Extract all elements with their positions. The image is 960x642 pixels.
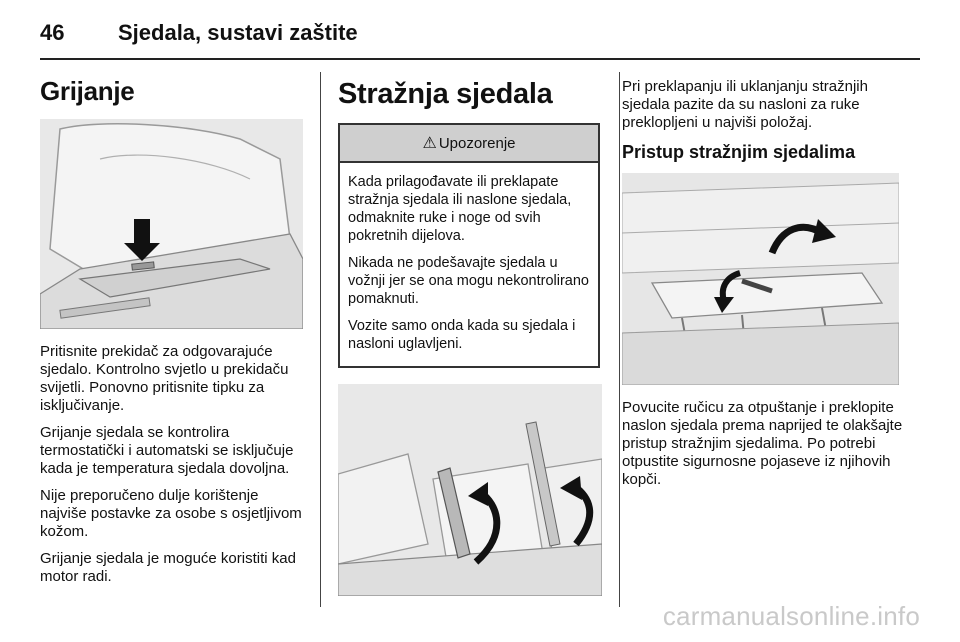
section-heading-rear-seats: Stražnja sjedala <box>338 78 553 110</box>
column-divider-1 <box>320 72 321 607</box>
watermark: carmanualsonline.info <box>662 601 920 631</box>
seat-heating-illustration <box>40 119 303 329</box>
warning-header <box>340 125 598 163</box>
column-heating <box>40 72 305 595</box>
chapter-title: Sjedala, sustavi zaštite <box>118 20 358 45</box>
page-number: 46 <box>40 20 65 45</box>
section-heading-heating: Grijanje <box>40 76 135 106</box>
warning-box <box>338 123 600 368</box>
column-rear-seats <box>338 72 602 596</box>
warning-body <box>340 163 598 366</box>
warning-triangle-icon: ⚠ <box>422 135 437 152</box>
header-rule <box>40 58 920 60</box>
warning-paragraph: Kada prilagođavate ili preklapate stražnja sjedala ili naslone sjedala, odmaknite ruke i noge od svih pokretnih dijelova. <box>348 174 572 244</box>
subheading-access: Pristup stražnjim sjedalima <box>622 142 856 162</box>
paragraph: Grijanje sjedala se kontrolira termostatički i automatski se isključuje kada je temperatura sjedala dovoljna. <box>40 424 294 477</box>
seat-access-illustration <box>622 173 899 385</box>
warning-paragraph: Vozite samo onda kada su sjedala i nasloni uglavljeni. <box>348 318 576 352</box>
warning-paragraph: Nikada ne podešavajte sjedala u vožnji jer se ona mogu nekontrolirano pomaknuti. <box>348 255 589 307</box>
paragraph: Povucite ručicu za otpuštanje i preklopite naslon sjedala prema naprijed te olakšajte pristup stražnjim sjedalima. Po potrebi otpustite sigurnosne pojaseve iz njihovih kopči. <box>622 399 903 488</box>
column-divider-2 <box>619 72 620 607</box>
page-header <box>40 16 920 60</box>
warning-title: Upozorenje <box>438 134 516 152</box>
paragraph: Nije preporučeno dulje korištenje najviše postavke za osobe s osjetljivom kožom. <box>40 487 302 540</box>
paragraph: Pritisnite prekidač za odgovarajuće sjedalo. Kontrolno svjetlo u prekidaču svijetli. Ponovno pritisnite tipku za isključivanje. <box>40 343 289 414</box>
paragraph: Grijanje sjedala je moguće koristiti kad motor radi. <box>40 550 296 585</box>
intro-paragraph: Pri preklapanju ili uklanjanju stražnjih sjedala pazite da su nasloni za ruke preklopljeni u najviši položaj. <box>622 78 868 131</box>
column-access <box>622 72 912 498</box>
rear-seat-fold-illustration <box>338 384 602 596</box>
